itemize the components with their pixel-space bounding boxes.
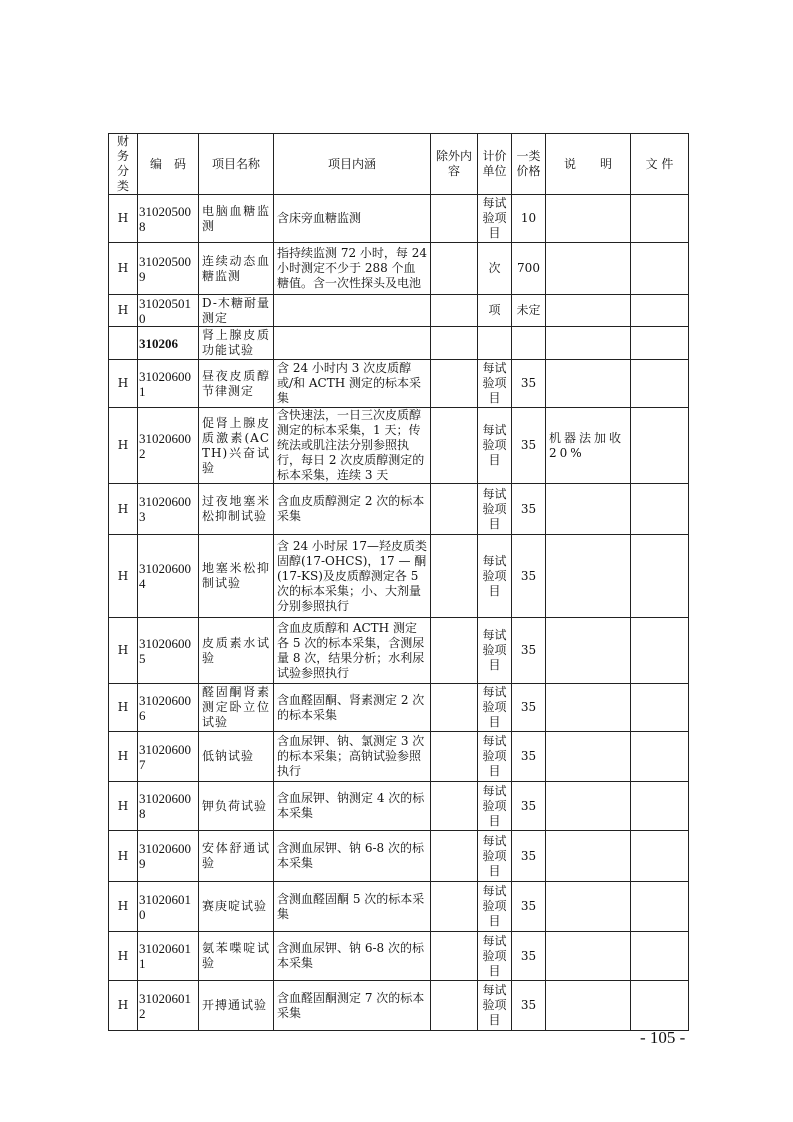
cell-name: 赛庚啶试验: [199, 882, 274, 932]
cell-category: H: [109, 782, 138, 831]
cell-category: H: [109, 360, 138, 408]
cell-price: 35: [512, 981, 546, 1031]
cell-exclusions: [431, 831, 478, 882]
cell-unit: 每试验项目: [478, 484, 512, 535]
cell-file: [631, 408, 689, 484]
cell-content: 指持续监测 72 小时，每 24 小时测定不少于 288 个血糖值。含一次性探头及电池: [274, 243, 431, 295]
cell-note: [546, 535, 631, 618]
table-row: [109, 782, 689, 831]
cell-category: H: [109, 732, 138, 782]
cell-unit: 项: [478, 295, 512, 327]
cell-price: 35: [512, 618, 546, 684]
cell-note: [546, 295, 631, 327]
cell-exclusions: [431, 327, 478, 360]
cell-note: [546, 327, 631, 360]
cell-unit: 每试验项目: [478, 360, 512, 408]
table-row: [109, 360, 689, 408]
table-row: [109, 932, 689, 981]
cell-exclusions: [431, 981, 478, 1031]
cell-code: 310206004: [138, 535, 199, 618]
cell-code: 310206012: [138, 981, 199, 1031]
cell-note: [546, 360, 631, 408]
table-row: [109, 981, 689, 1031]
cell-unit: 次: [478, 243, 512, 295]
cell-exclusions: [431, 684, 478, 732]
cell-file: [631, 195, 689, 243]
cell-code: 310206008: [138, 782, 199, 831]
cell-exclusions: [431, 408, 478, 484]
table-row: [109, 295, 689, 327]
cell-exclusions: [431, 195, 478, 243]
header-content: 项目内涵: [274, 134, 431, 195]
cell-price: 35: [512, 882, 546, 932]
cell-price: 10: [512, 195, 546, 243]
cell-note: [546, 732, 631, 782]
cell-note: [546, 882, 631, 932]
cell-category: H: [109, 295, 138, 327]
cell-content: 含 24 小时尿 17—羟皮质类固醇(17-OHCS)，17 — 酮(17-KS)及皮质醇测定各 5 次的标本采集；小、大剂量分别参照执行: [274, 535, 431, 618]
cell-content: 含血皮质醇和 ACTH 测定各 5 次的标本采集，含测尿量 8 次，结果分析；水利尿试验参照执行: [274, 618, 431, 684]
cell-code: [138, 327, 199, 360]
cell-code: 310205009: [138, 243, 199, 295]
cell-name: 钾负荷试验: [199, 782, 274, 831]
cell-file: [631, 732, 689, 782]
cell-price: 35: [512, 408, 546, 484]
cell-unit: [478, 327, 512, 360]
price-table: [108, 133, 689, 1031]
cell-category: H: [109, 408, 138, 484]
cell-category: [109, 327, 138, 360]
cell-category: H: [109, 618, 138, 684]
cell-code: 310206001: [138, 360, 199, 408]
cell-note: [546, 981, 631, 1031]
cell-price: 35: [512, 732, 546, 782]
cell-file: [631, 243, 689, 295]
cell-exclusions: [431, 484, 478, 535]
cell-note: [546, 618, 631, 684]
cell-file: [631, 484, 689, 535]
cell-note: [546, 484, 631, 535]
cell-name: 安体舒通试验: [199, 831, 274, 882]
cell-price: 35: [512, 782, 546, 831]
cell-content: 含血尿钾、钠测定 4 次的标本采集: [274, 782, 431, 831]
cell-unit: 每试验项目: [478, 618, 512, 684]
table-row: [109, 408, 689, 484]
cell-content: 含快速法，一日三次皮质醇测定的标本采集，1 天；传统法或肌注法分别参照执行，每日 2 次皮质醇测定的标本采集，连续 3 天: [274, 408, 431, 484]
cell-code: 310206011: [138, 932, 199, 981]
cell-note: [546, 684, 631, 732]
cell-content: 含测血尿钾、钠 6-8 次的标本采集: [274, 831, 431, 882]
cell-name: D-木糖耐量测定: [199, 295, 274, 327]
cell-price: 35: [512, 484, 546, 535]
cell-name: 连续动态血糖监测: [199, 243, 274, 295]
cell-code: 310205010: [138, 295, 199, 327]
cell-exclusions: [431, 535, 478, 618]
cell-price: [512, 327, 546, 360]
cell-exclusions: [431, 295, 478, 327]
cell-price: 35: [512, 535, 546, 618]
cell-exclusions: [431, 732, 478, 782]
cell-category: H: [109, 932, 138, 981]
header-unit: 计价单位: [478, 134, 512, 195]
cell-unit: 每试验项目: [478, 882, 512, 932]
cell-file: [631, 831, 689, 882]
table-row: [109, 684, 689, 732]
cell-name: 促肾上腺皮质激素(ACTH)兴奋试验: [199, 408, 274, 484]
cell-note: [546, 782, 631, 831]
cell-unit: 每试验项目: [478, 732, 512, 782]
cell-price: 35: [512, 932, 546, 981]
cell-name: 地塞米松抑制试验: [199, 535, 274, 618]
cell-note: [546, 195, 631, 243]
header-name: 项目名称: [199, 134, 274, 195]
cell-unit: 每试验项目: [478, 684, 512, 732]
cell-price: 未定: [512, 295, 546, 327]
cell-code: 310206006: [138, 684, 199, 732]
cell-code: 310206005: [138, 618, 199, 684]
cell-file: [631, 882, 689, 932]
cell-code: 310206009: [138, 831, 199, 882]
cell-content: 含测血尿钾、钠 6-8 次的标本采集: [274, 932, 431, 981]
cell-exclusions: [431, 932, 478, 981]
header-category: 财务分类: [109, 134, 138, 195]
cell-unit: 每试验项目: [478, 195, 512, 243]
cell-unit: 每试验项目: [478, 535, 512, 618]
cell-name: 醛固酮肾素测定卧立位试验: [199, 684, 274, 732]
table-row: [109, 732, 689, 782]
cell-code: 310206007: [138, 732, 199, 782]
cell-category: H: [109, 684, 138, 732]
cell-name: 昼夜皮质醇节律测定: [199, 360, 274, 408]
cell-code: 310206010: [138, 882, 199, 932]
cell-name: 氨苯喋啶试验: [199, 932, 274, 981]
cell-category: H: [109, 535, 138, 618]
cell-content: 含血醛固酮、肾素测定 2 次的标本采集: [274, 684, 431, 732]
table-row: [109, 327, 689, 360]
cell-price: 35: [512, 360, 546, 408]
table-row: [109, 243, 689, 295]
cell-content: 含 24 小时内 3 次皮质醇或/和 ACTH 测定的标本采集: [274, 360, 431, 408]
table-header-row: [109, 134, 689, 195]
header-notes: 说 明: [546, 134, 631, 195]
cell-content: 含血尿钾、钠、氯测定 3 次的标本采集；高钠试验参照执行: [274, 732, 431, 782]
cell-unit: 每试验项目: [478, 932, 512, 981]
cell-file: [631, 932, 689, 981]
cell-exclusions: [431, 360, 478, 408]
cell-unit: 每试验项目: [478, 782, 512, 831]
cell-name: 开搏通试验: [199, 981, 274, 1031]
cell-unit: 每试验项目: [478, 981, 512, 1031]
cell-file: [631, 535, 689, 618]
cell-content: [274, 295, 431, 327]
section-code: 310206: [139, 335, 178, 351]
cell-name: 过夜地塞米松抑制试验: [199, 484, 274, 535]
cell-note: [546, 932, 631, 981]
header-code: 编 码: [138, 134, 199, 195]
cell-category: H: [109, 981, 138, 1031]
table-row: [109, 195, 689, 243]
cell-code: 310206003: [138, 484, 199, 535]
cell-file: [631, 618, 689, 684]
cell-file: [631, 327, 689, 360]
cell-content: 含床旁血糖监测: [274, 195, 431, 243]
cell-exclusions: [431, 782, 478, 831]
table-row: [109, 882, 689, 932]
table-row: [109, 535, 689, 618]
cell-name: 肾上腺皮质功能试验: [199, 327, 274, 360]
cell-content: 含测血醛固酮 5 次的标本采集: [274, 882, 431, 932]
cell-category: H: [109, 831, 138, 882]
cell-name: 电脑血糖监测: [199, 195, 274, 243]
cell-name: 皮质素水试验: [199, 618, 274, 684]
cell-content: 含血醛固酮测定 7 次的标本采集: [274, 981, 431, 1031]
table-row: [109, 484, 689, 535]
cell-exclusions: [431, 618, 478, 684]
cell-price: 35: [512, 684, 546, 732]
cell-category: H: [109, 243, 138, 295]
cell-unit: 每试验项目: [478, 408, 512, 484]
cell-exclusions: [431, 243, 478, 295]
cell-file: [631, 360, 689, 408]
cell-note: [546, 831, 631, 882]
cell-category: H: [109, 195, 138, 243]
cell-price: 700: [512, 243, 546, 295]
cell-code: 310205008: [138, 195, 199, 243]
cell-file: [631, 782, 689, 831]
cell-name: 低钠试验: [199, 732, 274, 782]
header-price: 一类价格: [512, 134, 546, 195]
cell-file: [631, 981, 689, 1031]
cell-content: [274, 327, 431, 360]
cell-exclusions: [431, 882, 478, 932]
cell-code: 310206002: [138, 408, 199, 484]
cell-content: 含血皮质醇测定 2 次的标本采集: [274, 484, 431, 535]
cell-file: [631, 684, 689, 732]
cell-note: 机器法加收20%: [546, 408, 631, 484]
cell-unit: 每试验项目: [478, 831, 512, 882]
page-number: - 105 -: [640, 1028, 686, 1047]
cell-category: H: [109, 882, 138, 932]
header-file: 文 件: [631, 134, 689, 195]
cell-note: [546, 243, 631, 295]
header-exclusions: 除外内容: [431, 134, 478, 195]
table-row: [109, 831, 689, 882]
cell-category: H: [109, 484, 138, 535]
cell-price: 35: [512, 831, 546, 882]
cell-file: [631, 295, 689, 327]
table-row: [109, 618, 689, 684]
